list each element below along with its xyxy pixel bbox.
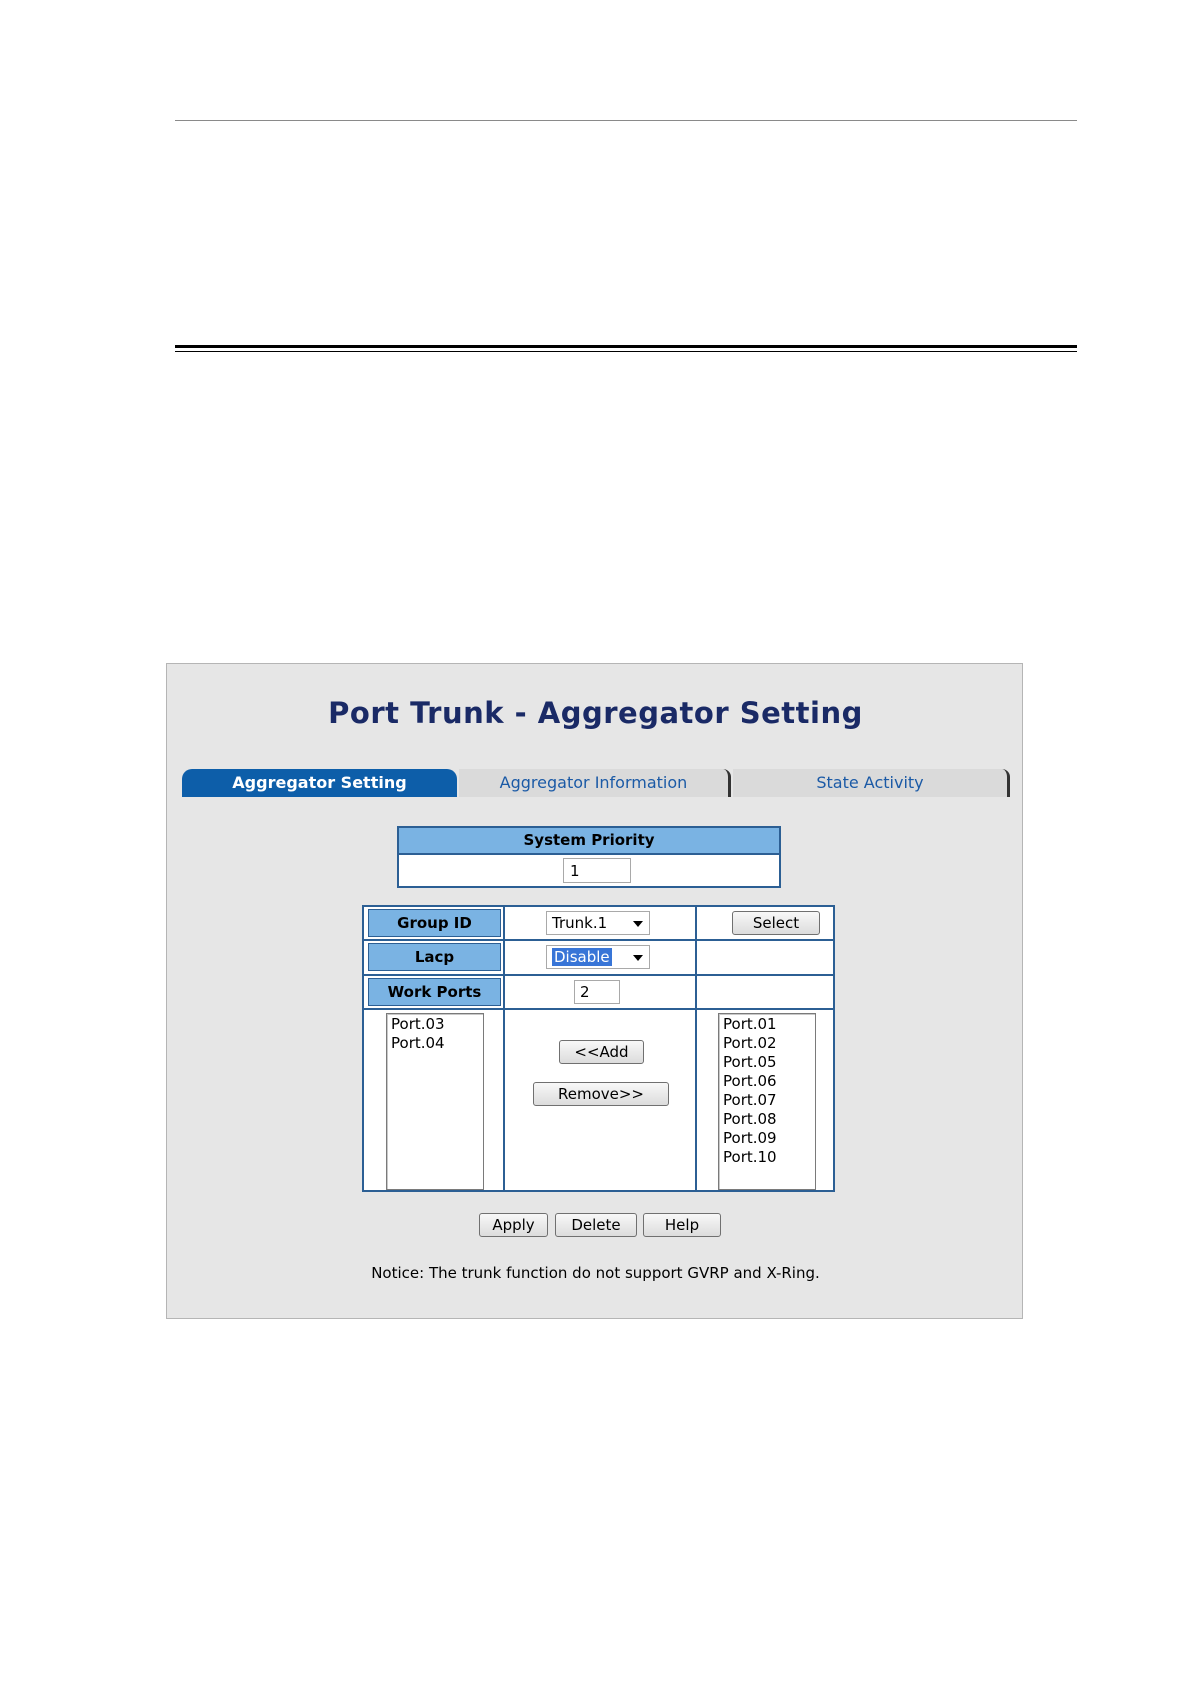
top-divider: [175, 120, 1077, 121]
row-divider: [364, 939, 833, 941]
column-divider: [695, 907, 697, 1190]
row-divider: [364, 974, 833, 976]
list-item[interactable]: Port.05: [723, 1053, 777, 1071]
apply-button[interactable]: Apply: [479, 1213, 548, 1237]
page-title: Port Trunk - Aggregator Setting: [328, 696, 863, 730]
lacp-label: Lacp: [368, 943, 501, 971]
system-priority-header: System Priority: [399, 828, 779, 855]
list-item[interactable]: Port.02: [723, 1034, 777, 1052]
delete-button[interactable]: Delete: [555, 1213, 637, 1237]
list-item[interactable]: Port.04: [391, 1034, 445, 1052]
list-item[interactable]: Port.03: [391, 1015, 445, 1033]
work-ports-label: Work Ports: [368, 978, 501, 1006]
lacp-value: Disable: [554, 948, 610, 966]
add-button[interactable]: <<Add: [559, 1040, 644, 1064]
chevron-down-icon: [633, 955, 643, 961]
group-id-label: Group ID: [368, 909, 501, 937]
member-ports-list[interactable]: [386, 1013, 484, 1190]
section-divider-underline: [175, 351, 1077, 352]
available-ports-list[interactable]: [718, 1013, 816, 1190]
lacp-select[interactable]: [546, 945, 650, 969]
remove-button[interactable]: Remove>>: [533, 1082, 669, 1106]
system-priority-input[interactable]: [563, 858, 631, 883]
list-item[interactable]: Port.01: [723, 1015, 777, 1033]
system-priority-table: [397, 826, 781, 888]
work-ports-input[interactable]: [574, 980, 620, 1004]
tab-aggregator-information[interactable]: Aggregator Information: [459, 769, 731, 797]
list-item[interactable]: Port.07: [723, 1091, 777, 1109]
notice-text: Notice: The trunk function do not support GVRP and X-Ring.: [371, 1264, 820, 1282]
list-item[interactable]: Port.09: [723, 1129, 777, 1147]
group-settings-table: [362, 905, 835, 1192]
help-button[interactable]: Help: [643, 1213, 721, 1237]
tab-state-activity[interactable]: State Activity: [733, 769, 1010, 797]
section-divider: [175, 345, 1077, 348]
list-item[interactable]: Port.06: [723, 1072, 777, 1090]
tab-aggregator-setting[interactable]: Aggregator Setting: [182, 769, 457, 797]
group-id-select[interactable]: [546, 911, 650, 935]
list-item[interactable]: Port.10: [723, 1148, 777, 1166]
row-divider: [364, 1008, 833, 1010]
select-button[interactable]: Select: [732, 911, 820, 935]
group-id-value: Trunk.1: [552, 914, 608, 932]
aggregator-setting-panel: [166, 663, 1023, 1319]
column-divider: [503, 907, 505, 1190]
list-item[interactable]: Port.08: [723, 1110, 777, 1128]
chevron-down-icon: [633, 921, 643, 927]
